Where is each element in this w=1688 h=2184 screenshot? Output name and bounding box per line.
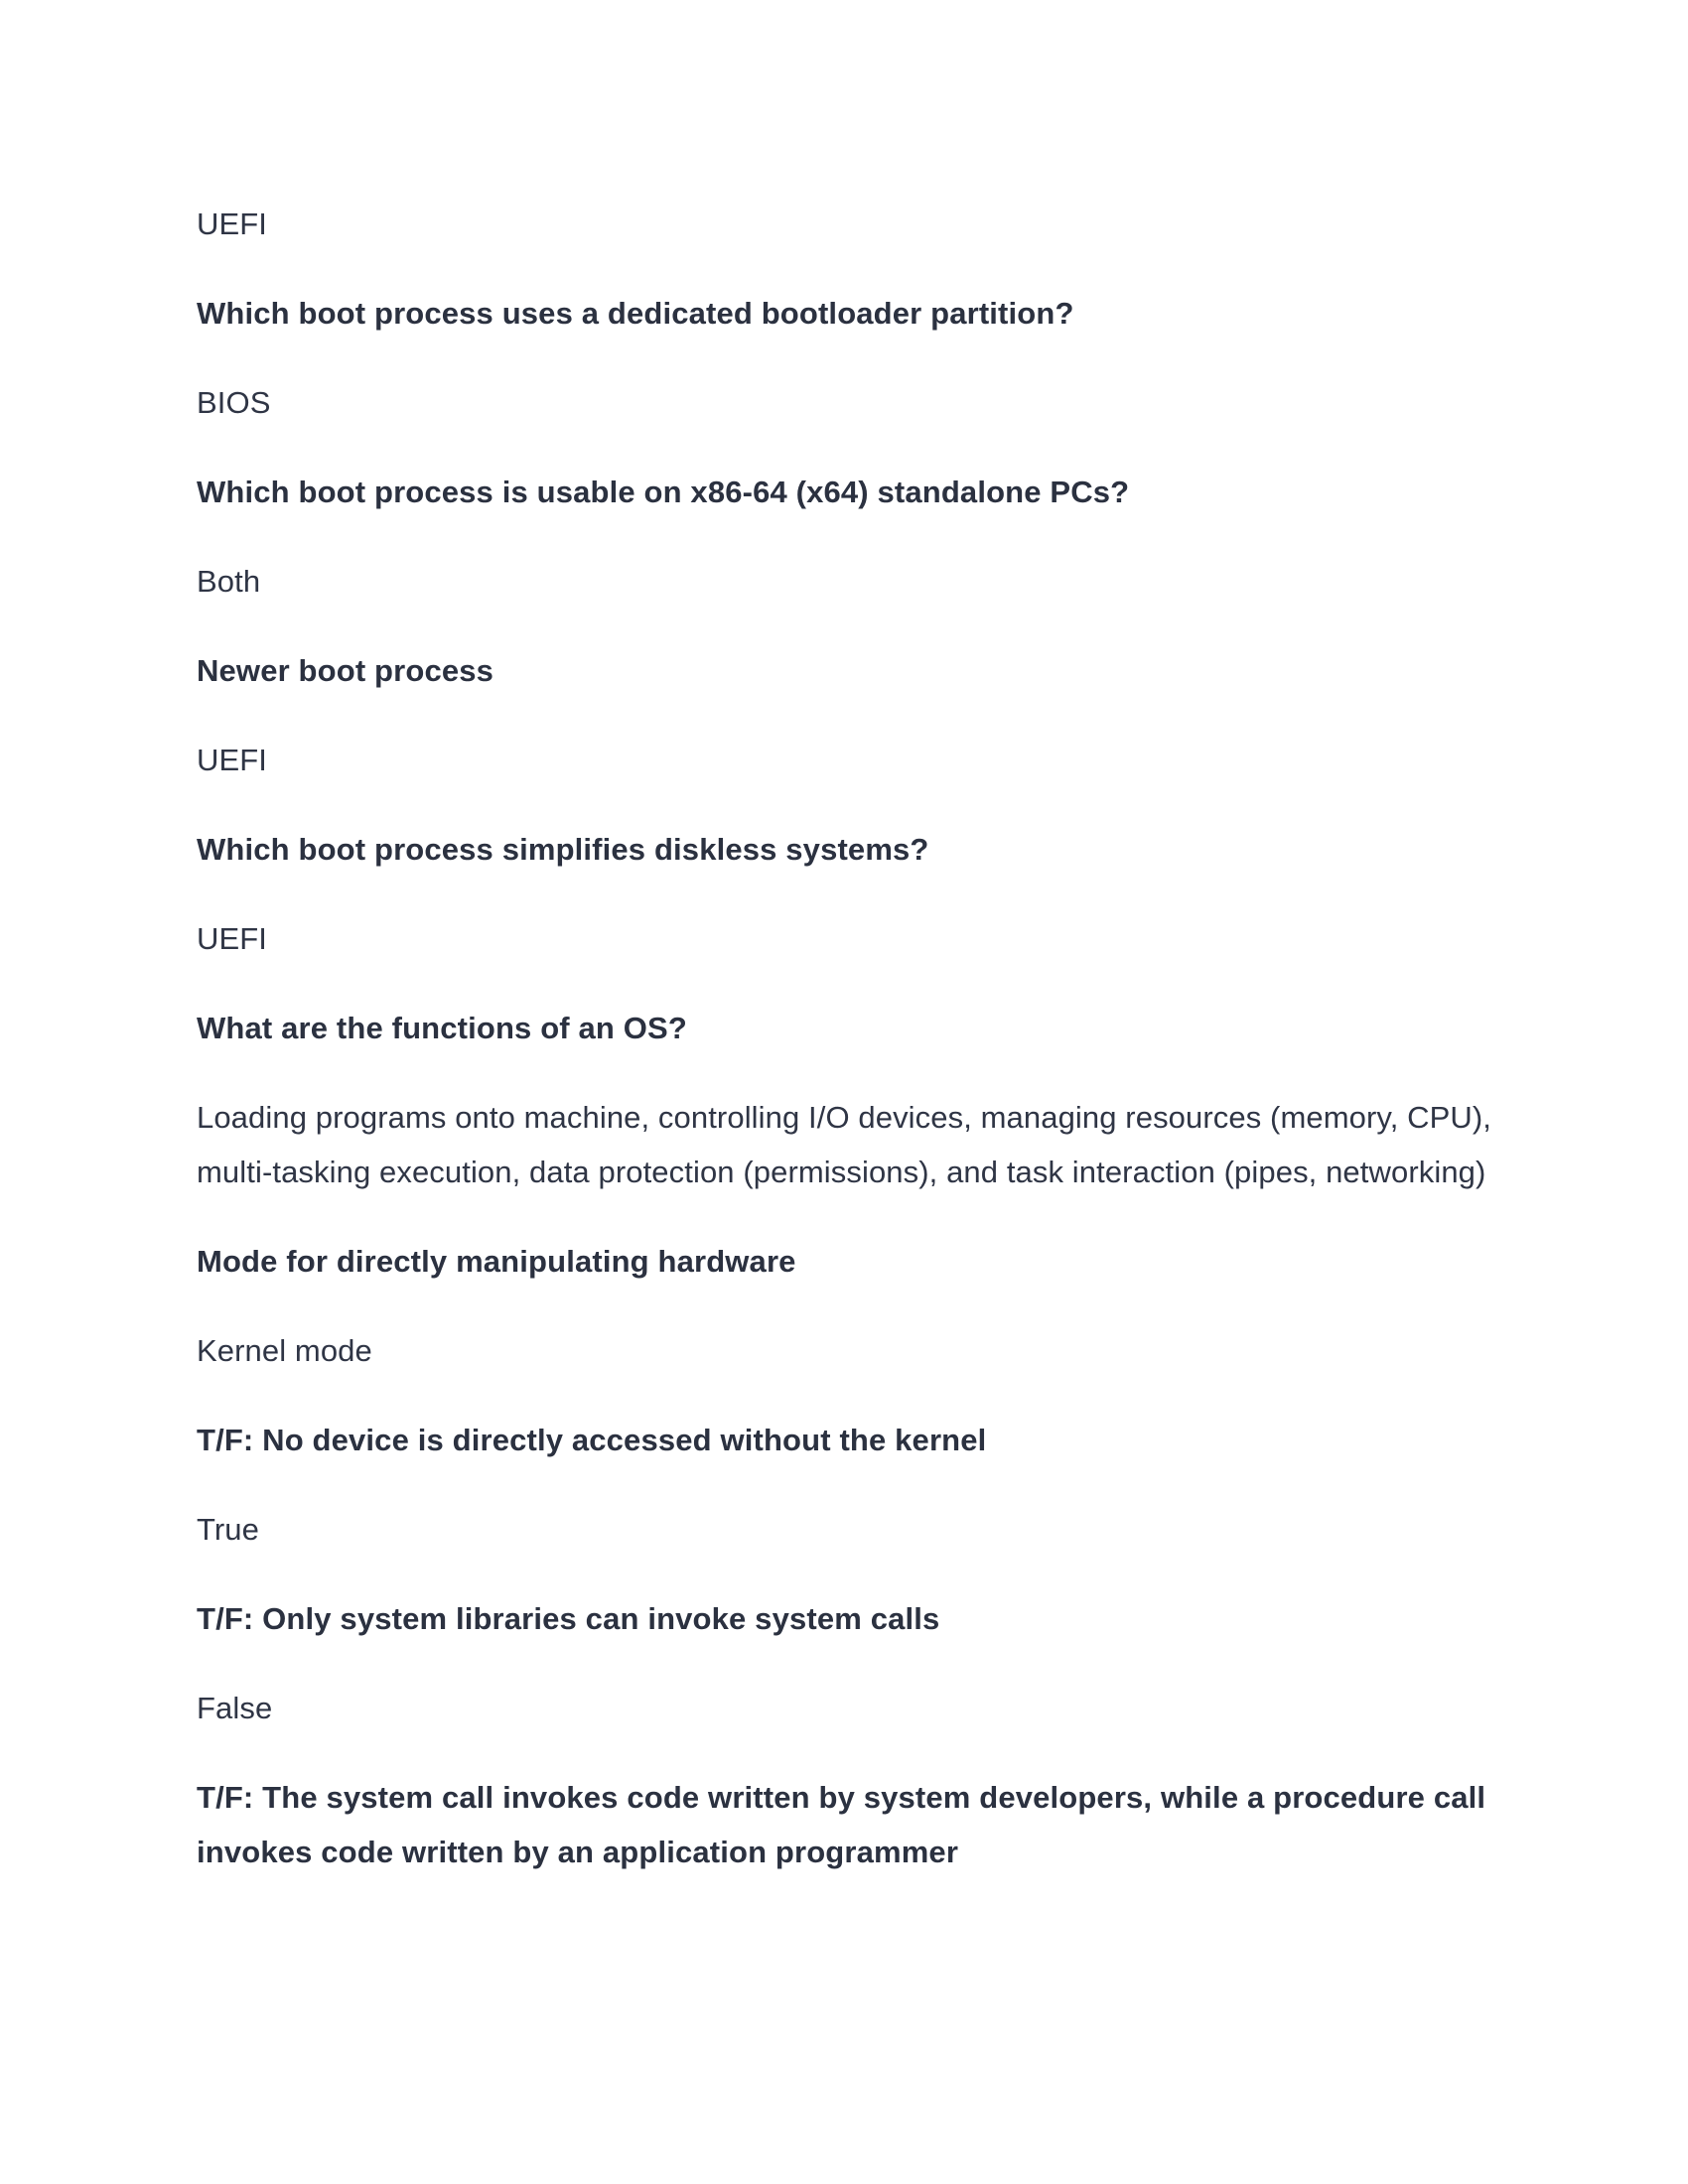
question-heading: What are the functions of an OS? bbox=[197, 1011, 687, 1045]
answer-paragraph: Loading programs onto machine, controlling I/O devices, managing resources (memory, CPU), multi-tasking execution, data protection (permissions), and task interaction (pipes, networking) bbox=[197, 1100, 1492, 1189]
question-heading: Which boot process is usable on x86-64 (x64) standalone PCs? bbox=[197, 475, 1130, 509]
answer-paragraph: Both bbox=[197, 564, 261, 599]
answer-paragraph: Kernel mode bbox=[197, 1333, 372, 1368]
question-heading: T/F: No device is directly accessed without the kernel bbox=[197, 1423, 987, 1457]
question-heading: Mode for directly manipulating hardware bbox=[197, 1244, 796, 1279]
question-heading: Which boot process uses a dedicated bootloader partition? bbox=[197, 296, 1074, 331]
answer-paragraph: UEFI bbox=[197, 743, 268, 777]
question-heading: T/F: Only system libraries can invoke system calls bbox=[197, 1601, 940, 1636]
question-heading: Newer boot process bbox=[197, 653, 494, 688]
answer-paragraph: False bbox=[197, 1691, 273, 1725]
document-body bbox=[197, 197, 1492, 1914]
answer-paragraph: UEFI bbox=[197, 206, 268, 241]
question-heading: T/F: The system call invokes code written by system developers, while a procedure call invokes code written by an application programmer bbox=[197, 1780, 1486, 1869]
answer-paragraph: BIOS bbox=[197, 385, 271, 420]
question-heading: Which boot process simplifies diskless systems? bbox=[197, 832, 929, 867]
answer-paragraph: UEFI bbox=[197, 921, 268, 956]
answer-paragraph: True bbox=[197, 1512, 259, 1547]
